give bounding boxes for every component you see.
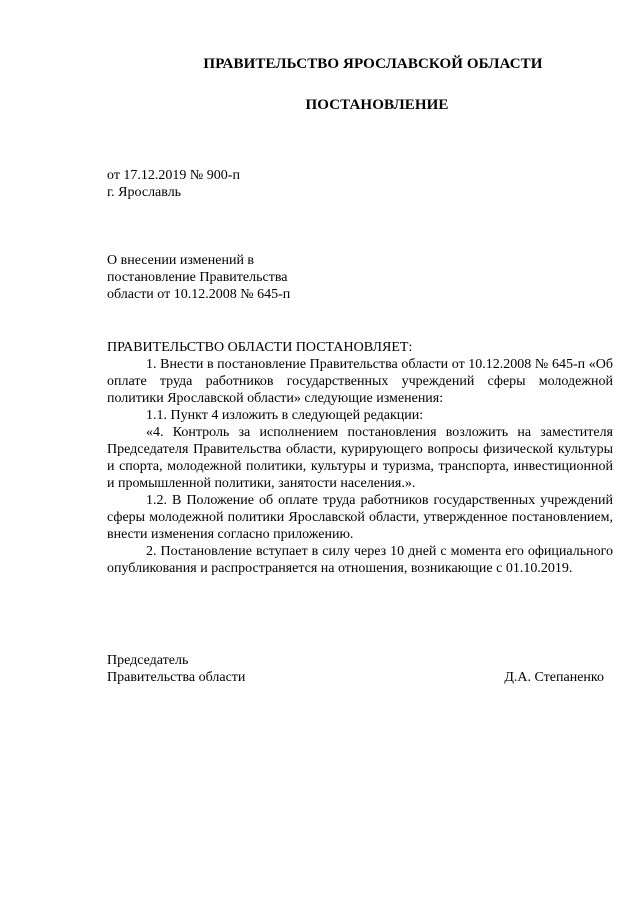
document-type-title: ПОСТАНОВЛЕНИЕ <box>305 97 449 113</box>
paragraph-1-2: 1.2. В Положение об оплате труда работников государственных учреждений сферы молодежной политики Ярославской области, утвержденное постановлением, внести изменения согласно приложению. <box>107 493 613 542</box>
subject-line-2: постановление Правительства <box>107 270 288 285</box>
signatory-name: Д.А. Степаненко <box>504 670 604 685</box>
signature-title-line-1: Председатель <box>107 653 189 668</box>
date-and-number: от 17.12.2019 № 900-п <box>107 168 240 183</box>
paragraph-1-1-text: «4. Контроль за исполнением постановления возложить на заместителя Председателя Правительства области, курирующего вопросы физической культуры и спорта, молодежной политики, культуры и туризма, транспорта, инвестиционной и промышленной политики, занятости населения.». <box>107 425 613 491</box>
paragraph-2: 2. Постановление вступает в силу через 10 дней с момента его официального опубликования и распространяется на отношения, возникающие с 01.10.2019. <box>107 544 613 576</box>
paragraph-1-1: 1.1. Пункт 4 изложить в следующей редакции: <box>146 408 424 423</box>
subject-line-3: области от 10.12.2008 № 645-п <box>107 287 291 302</box>
resolution-phrase: ПРАВИТЕЛЬСТВО ОБЛАСТИ ПОСТАНОВЛЯЕТ: <box>107 340 413 355</box>
city: г. Ярославль <box>107 185 182 200</box>
paragraph-1: 1. Внести в постановление Правительства области от 10.12.2008 № 645-п «Об оплате труда работников государственных учреждений сферы молодежной политики Ярославской области» следующие изменения: <box>107 357 613 406</box>
signature-title-line-2: Правительства области <box>107 670 246 685</box>
subject-line-1: О внесении изменений в <box>107 253 255 268</box>
organization-title: ПРАВИТЕЛЬСТВО ЯРОСЛАВСКОЙ ОБЛАСТИ <box>203 56 543 72</box>
